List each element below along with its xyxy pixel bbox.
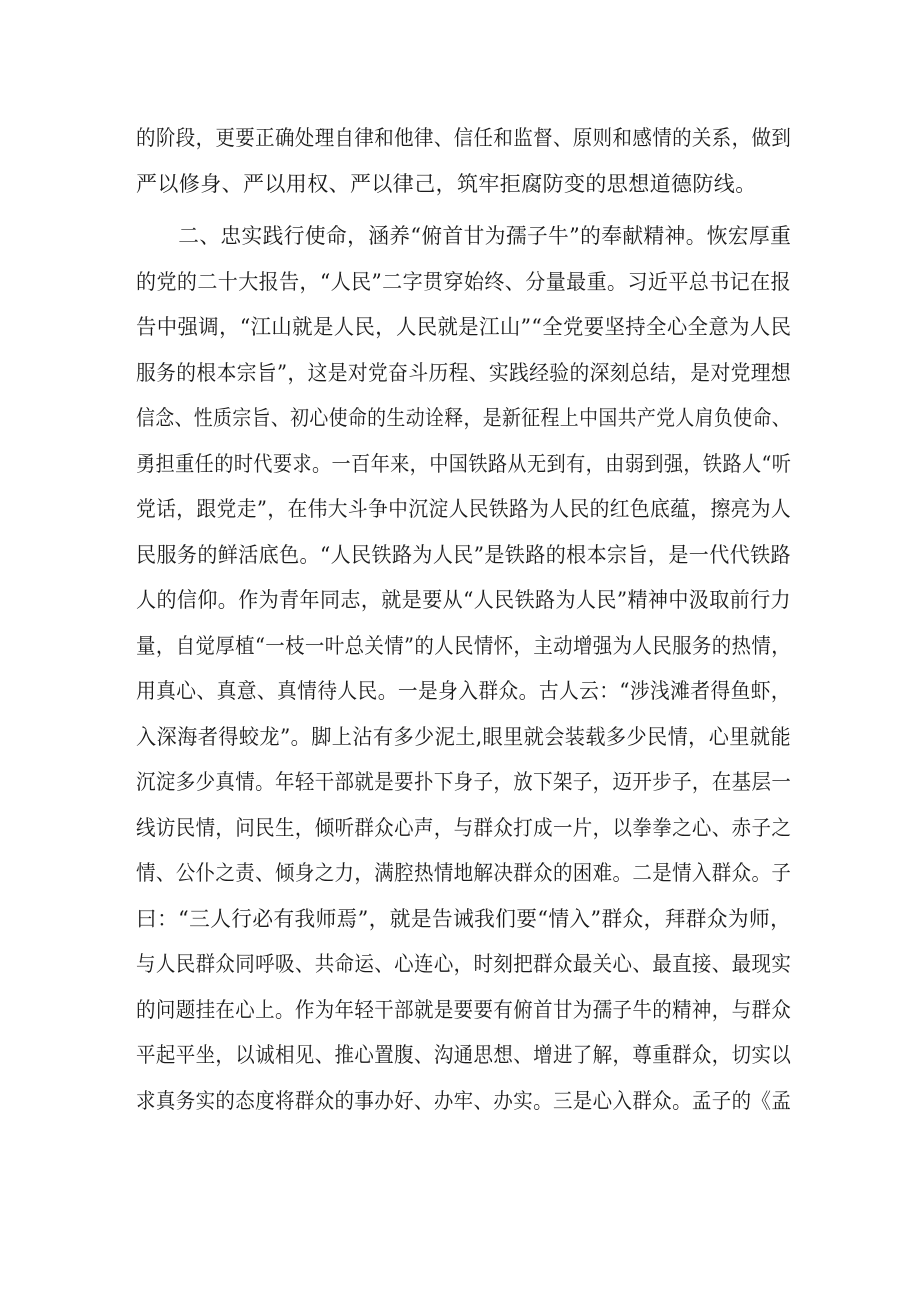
text-line: 与人民群众同呼吸、共命运、心连心，时刻把群众最关心、最直接、最现实 xyxy=(136,952,792,976)
text-line: 严以修身、严以用权、严以律己，筑牢拒腐防变的思想道德防线。 xyxy=(136,171,757,196)
text-line: 党话，跟党走”，在伟大斗争中沉淀人民铁路为人民的红色底蕴，擦亮为人 xyxy=(136,497,792,521)
text-line: 勇担重任的时代要求。一百年来，中国铁路从无到有，由弱到强，铁路人“听 xyxy=(136,451,792,476)
text-line: 曰：“三人行必有我师焉”，就是告诫我们要“情入”群众，拜群众为师， xyxy=(136,906,792,931)
section-heading-line: 二、忠实践行使命，涵养“俯首甘为孺子牛”的奉献精神。恢宏厚重 xyxy=(136,224,792,248)
text-line: 的问题挂在心上。作为年轻干部就是要要有俯首甘为孺子牛的精神，与群众 xyxy=(136,997,792,1022)
text-line: 服务的根本宗旨”，这是对党奋斗历程、实践经验的深刻总结，是对党理想 xyxy=(136,360,792,385)
text-line: 入深海者得蛟龙”。脚上沾有多少泥土,眼里就会装载多少民情，心里就能 xyxy=(136,724,791,749)
text-line: 用真心、真意、真情待人民。一是身入群众。古人云：“涉浅滩者得鱼虾， xyxy=(136,679,792,703)
text-line: 告中强调，“江山就是人民，人民就是江山”“全党要坚持全心全意为人民 xyxy=(136,315,792,339)
text-line: 沉淀多少真情。年轻干部就是要扑下身子，放下架子，迈开步子，在基层一 xyxy=(136,770,792,794)
text-line: 民服务的鲜活底色。“人民铁路为人民”是铁路的根本宗旨，是一代代铁路 xyxy=(136,542,791,567)
paragraph-section-two xyxy=(136,214,791,1124)
text-line: 求真务实的态度将群众的事办好、办牢、办实。三是心入群众。孟子的《孟 xyxy=(136,1088,792,1113)
text-line: 的党的二十大报告，“人民”二字贯穿始终、分量最重。习近平总书记在报 xyxy=(136,269,791,294)
paragraph-continued xyxy=(136,116,791,207)
text-line: 的阶段，更要正确处理自律和他律、信任和监督、原则和感情的关系，做到 xyxy=(136,126,792,150)
text-line: 情、公仆之责、倾身之力，满腔热情地解决群众的困难。二是情入群众。子 xyxy=(136,861,792,885)
text-line: 平起平坐，以诚相见、推心置腹、沟通思想、增进了解，尊重群众，切实以 xyxy=(136,1043,792,1067)
text-line: 人的信仰。作为青年同志，就是要从“人民铁路为人民”精神中汲取前行力 xyxy=(136,588,791,612)
text-line: 量，自觉厚植“一枝一叶总关情”的人民情怀，主动增强为人民服务的热情， xyxy=(136,633,792,658)
text-line: 信念、性质宗旨、初心使命的生动诠释，是新征程上中国共产党人肩负使命、 xyxy=(136,406,791,430)
text-line: 线访民情，问民生，倾听群众心声，与群众打成一片，以拳拳之心、赤子之 xyxy=(136,815,792,840)
